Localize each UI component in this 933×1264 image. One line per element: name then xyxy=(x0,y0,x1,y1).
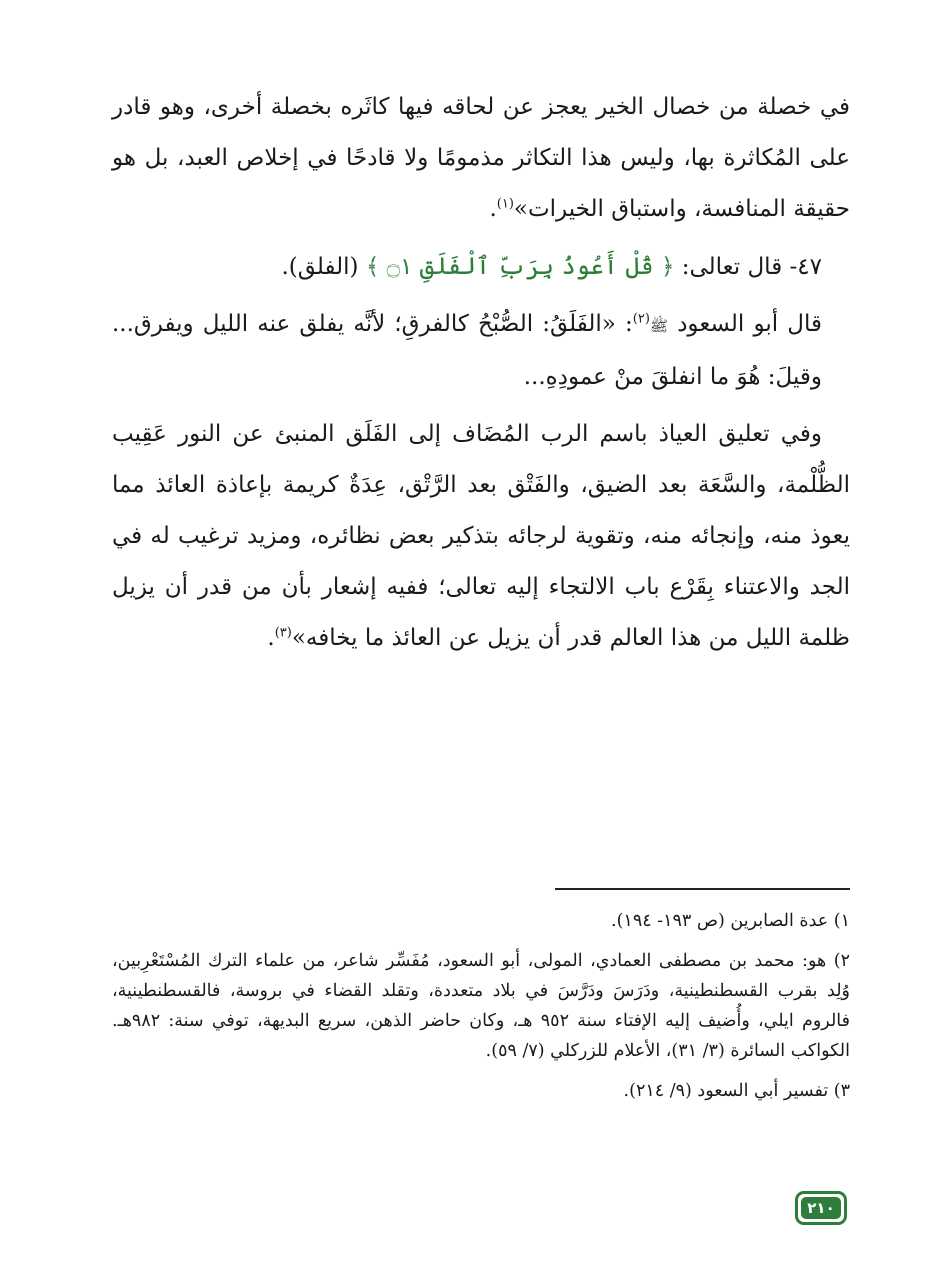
footnote-ref-1: (١) xyxy=(496,196,514,212)
surah-name: (الفلق). xyxy=(281,254,366,280)
footnote-1: ١) عدة الصابرين (ص ١٩٣- ١٩٤). xyxy=(611,911,850,931)
footnotes xyxy=(112,906,850,1116)
page-number: ٢١٠ xyxy=(801,1197,841,1219)
verse-close-bracket: ﴾ xyxy=(365,254,380,280)
footnote-ref-3: (٣) xyxy=(274,625,292,641)
paragraph-4 xyxy=(112,409,850,664)
paragraph-3-text: : «الفَلَقُ: الصُّبْحُ كالفرقِ؛ لأنَّه يفلق عنه الليل ويفرق... وقيلَ: هُوَ ما انفلقَ منْ عمودِهِ... xyxy=(112,311,822,390)
footnote-3: ٣) تفسير أبي السعود (٩/ ٢١٤). xyxy=(623,1081,850,1101)
paragraph-1 xyxy=(112,82,850,235)
paragraph-1-end: . xyxy=(489,196,497,222)
paragraph-4-end: . xyxy=(267,625,275,651)
footnote-2: ٢) هو: محمد بن مصطفى العمادي، المولى، أبو السعود، مُفَسِّر شاعر، من علماء الترك المُسْتَعْرِبين، وُلِد بقرب القسطنطينية، ودَرَسَ ودَرَّسَ في بلاد متعددة، وتقلد القضاء في بروسة، فالقسطنطينية، فالروم ايلي، وأُضيف إليه الإفتاء سنة ٩٥٢ هـ، وكان حاضر الذهن، سريع البديهة، توفي سنة: ٩٨٢هـ. الكواكب السائرة (٣/ ٣١)، الأعلام للزركلي (٧/ ٥٩). xyxy=(112,951,850,1061)
verse-paragraph xyxy=(112,241,850,293)
footnote-ref-2: (٢) xyxy=(632,311,650,327)
quran-verse: قُلْ أَعُوذُ بِرَبِّ ٱلْفَلَقِ xyxy=(419,252,654,280)
verse-prefix: ٤٧- قال تعالى: xyxy=(674,254,822,280)
paragraph-3-lead: قال أبو السعود xyxy=(668,311,822,337)
page-number-badge xyxy=(795,1191,847,1225)
paragraph-1-text: في خصلة من خصال الخير يعجز عن لحاقه فيها كاثَره بخصلة أخرى، وهو قادر على المُكاثرة بها، وليس هذا التكاثر مذمومًا ولا قادحًا في إخلاص العبد، بل هو حقيقة المنافسة، واستباق الخيرات» xyxy=(112,94,850,222)
paragraph-4-text: وفي تعليق العياذ باسم الرب المُضَاف إلى الفَلَق المنبئ عن النور عَقِيب الظُّلْمة، والسَّعَة بعد الضيق، والفَتْق بعد الرَّتْق، عِدَةٌ كريمة بإعاذة العائذ مما يعوذ منه، وإنجائه منه، وتقوية لرجائه بتذكير بعض نظائره، ومزيد ترغيب له في الجد والاعتناء بِقَرْع باب الالتجاء إليه تعالى؛ ففيه إشعار بأن من قدر أن يزيل ظلمة الليل من هذا العالم قدر أن يزيل عن العائذ ما يخافه» xyxy=(112,421,850,651)
paragraph-3 xyxy=(112,299,850,403)
footnote-separator xyxy=(555,888,850,890)
main-text xyxy=(112,82,850,664)
ayah-number-icon: ۝١ xyxy=(386,254,413,280)
verse-open-bracket: ﴿ xyxy=(660,254,675,280)
honorific-icon: ﷺ xyxy=(649,317,669,335)
